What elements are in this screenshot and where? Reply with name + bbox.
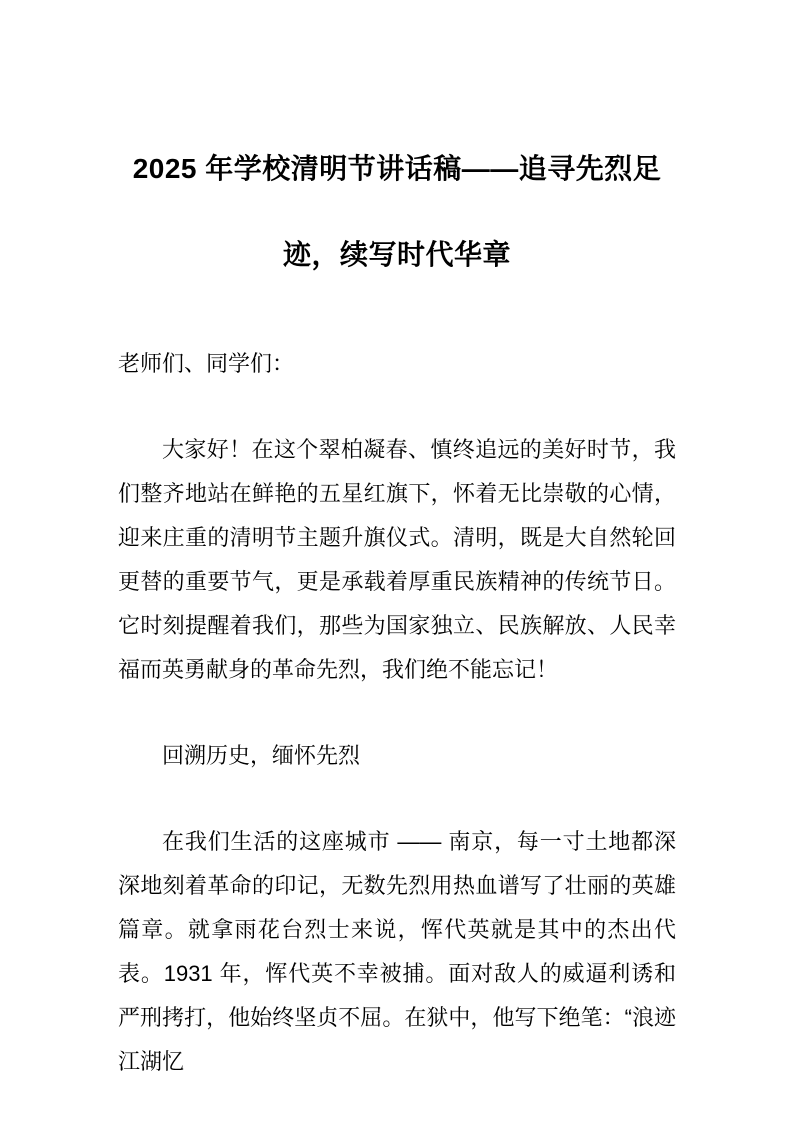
- body-paragraph-1: 大家好！在这个翠柏凝春、慎终追远的美好时节，我们整齐地站在鲜艳的五星红旗下，怀着无比崇敬的心情，迎来庄重的清明节主题升旗仪式。清明，既是大自然轮回更替的重要节气，更是承载着厚重民族精神的传统节日。它时刻提醒着我们，那些为国家独立、民族解放、人民幸福而英勇献身的革命先烈，我们绝不能忘记！: [118, 437, 676, 682]
- page-title: 2025 年学校清明节讲话稿——追寻先烈足迹，续写时代华章: [132, 153, 662, 270]
- document-content: [118, 0, 676, 1084]
- section-heading-1: 回溯历史，缅怀先烈: [162, 743, 361, 768]
- salutation: 老师们、同学们：: [118, 351, 295, 376]
- body-paragraph-2: 在我们生活的这座城市 —— 南京，每一寸土地都深深地刻着革命的印记，无数先烈用热血谱写了壮丽的英雄篇章。就拿雨花台烈士来说，恽代英就是其中的杰出代表。1931 年，恽代英不幸被捕。面对敌人的威逼利诱和严刑拷打，他始终坚贞不屈。在狱中，他写下绝笔：“浪迹江湖忆: [118, 829, 676, 1074]
